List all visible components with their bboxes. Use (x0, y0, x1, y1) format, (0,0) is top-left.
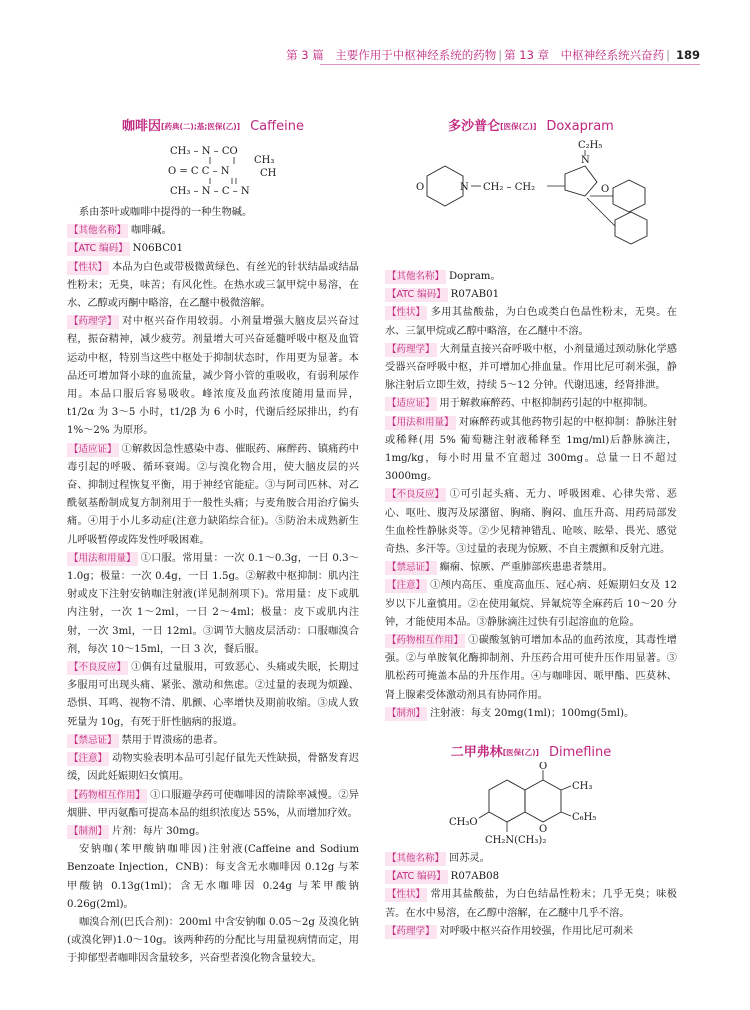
preparation-mixture: 咖溴合剂(巴氏合剂)：200ml 中含安钠咖 0.05～2g 及溴化钠(或溴化钾)1.0～10g。该两种药的分配比与用量视病情而定，用于抑郁型者咖啡因含量较多，兴奋型者溴化物含量较大。 (67, 916, 359, 965)
section-pharmacology: 【药理学】 对中枢兴奋作用较弱。小剂量增强大脑皮层兴奋过程，振奋精神，减少疲劳。剂量增大可兴奋延髓呼吸中枢及血管运动中枢，特别当这些中枢处于抑制状态时，作用更为显著。本品还可增加肾小球的血流量，减少肾小管的重吸收，有弱利尿作用。本品口服后容易吸收。峰浓度及血药浓度随用量而异，t1/2α 为 3～5 小时，t1/2β 为 6 小时，代谢后经尿排出，约有 1%～2% 为原形。 (67, 316, 359, 437)
section-adverse: 【不良反应】 ①偶有过量服用，可致恶心、头痛或失眠，长期过多服用可出现头痛、紧张、激动和焦虑。②过量的表现为烦躁、恐惧、耳鸣、视物不清、肌颤、心率增快及期前收缩。③成人致死量为 10g，有死于肝性脑病的报道。 (67, 662, 359, 728)
section-dosage: 【用法和用量】 ①口服。常用量：一次 0.1～0.3g，一日 0.3～1.0g；极量：一次 0.4g，一日 1.5g。②解救中枢抑制：肌内注射或皮下注射安钠咖注射液(详见制剂项下)。常用量：皮下或肌内注射，一次 1～2ml，一日 2～4ml；极量：皮下或肌内注射，一次 3ml，一日 12ml。③调节大脑皮层活动：口服咖溴合剂，每次 10～15ml，一日 3 次，餐后服。 (67, 552, 359, 655)
svg-text:O = C C – N: O = C C – N (168, 166, 230, 177)
section-other-name: 【其他名称】 Dopram。 (387, 271, 501, 282)
section-atc: 【ATC 编码】 R07AB08 (387, 871, 500, 883)
section-contraindications: 【禁忌证】 癫痫、惊厥、严重肺部疾患患者禁用。 (387, 562, 613, 574)
svg-text:C₂H₅: C₂H₅ (578, 140, 603, 151)
section-caution: 【注意】 ①颅内高压、重度高血压、冠心病、妊娠期妇女及 12 岁以下儿童慎用。②在使用氟烷、异氟烷等全麻药后 10～20 分钟，才能使用本品。③静脉滴注过快有引起溶血的危险。 (385, 580, 677, 628)
section-pharmacology: 【药理学】 大剂量直接兴奋呼吸中枢，小剂量通过颈动脉化学感受器兴奋呼吸中枢，并可增加心排血量。作用比尼可刹米强，静脉注射后立即生效，持续 5～12 分钟。代谢迅速，经肾排泄。 (385, 343, 677, 392)
section-pharmacology: 【药理学】 对呼吸中枢兴奋作用较强，作用比尼可刹米 (387, 925, 634, 937)
drug-title-doxapram: 多沙普仑[医保(乙)] Doxapram (448, 119, 614, 134)
running-header: 第 3 篇 主要作用于中枢神经系统的药物 | 第 13 章 中枢神经系统兴奋药 | 189 (286, 48, 700, 62)
svg-text:O: O (539, 762, 548, 772)
svg-text:CH₃O: CH₃O (449, 817, 478, 828)
svg-text:CH₃ – N – CO: CH₃ – N – CO (170, 146, 238, 157)
svg-text:CH₃: CH₃ (254, 155, 275, 166)
section-atc: 【ATC 编码】 N06BC01 (69, 243, 183, 255)
intro-text: 系由茶叶或咖啡中提得的一种生物碱。 (79, 207, 253, 218)
section-properties: 【性状】 常用其盐酸盐，为白色结晶性粉末；几乎无臭；味极苦。在水中易溶，在乙醇中溶解，在乙醚中几乎不溶。 (385, 889, 677, 919)
section-indications: 【适应证】 用于解救麻醉药、中枢抑制药引起的中枢抑制。 (387, 398, 654, 410)
section-adverse: 【不良反应】 ①可引起头痛、无力、呼吸困难、心律失常、恶心、呕吐、腹泻及尿潴留、胸痛、胸闷、血压升高、用药局部发生血栓性静脉炎等。②少见精神错乱、呛咳、眩晕、畏光、感觉奇热、多汗等。③过量的表现为惊厥、不自主震颤和反射亢进。 (385, 489, 677, 556)
section-other-name: 【其他名称】 咖啡碱。 (69, 225, 172, 237)
svg-text:O: O (539, 824, 548, 835)
caffeine-body (67, 204, 359, 969)
doxapram-structure (415, 138, 665, 260)
page-number: 189 (675, 48, 700, 62)
svg-text:CH₃ – N – C – N: CH₃ – N – C – N (170, 186, 250, 197)
dimefline-structure (447, 762, 627, 848)
doxapram-body (385, 268, 677, 723)
section-dosage: 【用法和用量】 对麻醉药或其他药物引起的中枢抑制：静脉注射或稀释(用 5% 葡萄糖注射液稀释至 1mg/ml)后静脉滴注，1mg/kg，每小时用量不宜超过 300mg。总量一日不超过 3000mg。 (385, 416, 677, 483)
svg-text:CH₂N(CH₃)₂: CH₂N(CH₃)₂ (485, 835, 547, 846)
section-contraindications: 【禁忌证】 禁用于胃溃疡的患者。 (69, 734, 224, 746)
drug-title-dimefline: 二甲弗林[医保(乙)] Dimefline (450, 745, 612, 760)
svg-text:CH: CH (260, 168, 277, 179)
header-part: 第 3 篇 主要作用于中枢神经系统的药物 (286, 48, 497, 62)
svg-text:N: N (581, 155, 590, 166)
preparation-injection: 安钠咖(苯甲酸钠咖啡因)注射液(Caffeine and Sodium Benzoate Injection，CNB)：每支含无水咖啡因 0.12g 与苯甲酸钠 0.13g(1ml)；含无水咖啡因 0.24g 与苯甲酸钠 0.26g(2ml)。 (67, 844, 359, 910)
header-rule (320, 64, 700, 65)
svg-text:CH₂ – CH₂: CH₂ – CH₂ (483, 182, 536, 193)
section-interactions: 【药物相互作用】 ①碳酸氢钠可增加本品的血药浓度，其毒性增强。②与单胺氧化酶抑制剂、升压药合用可使升压作用显著。③肌松药可掩盖本品的升压作用。④与咖啡因、哌甲酯、匹莫林、肾上腺素受体激动剂具有协同作用。 (385, 635, 677, 701)
svg-text:C₆H₅: C₆H₅ (572, 812, 597, 823)
section-indications: 【适应证】 ①解救因急性感染中毒、催眠药、麻醉药、镇痛药中毒引起的呼吸、循环衰竭。②与溴化物合用，使大脑皮层的兴奋、抑制过程恢复平衡，用于神经官能症。③与阿司匹林、对乙酰氨基酚制成复方制剂用于一般性头痛；与麦角胺合用治疗偏头痛。④用于小儿多动症(注意力缺陷综合征)。⑤防治未成熟新生儿呼吸暂停或阵发性呼吸困难。 (67, 443, 359, 546)
drug-title-caffeine: 咖啡因[药典(二);基;医保(乙)] Caffeine (122, 119, 304, 134)
svg-text:CH₃: CH₃ (572, 781, 593, 792)
section-properties: 【性状】 多用其盐酸盐，为白色或类白色晶性粉末，无臭。在水、三氯甲烷或乙醇中略溶，在乙醚中不溶。 (385, 307, 677, 337)
section-interactions: 【药物相互作用】 ①口服避孕药可使咖啡因的清除率减慢。②异烟肼、甲丙氨酯可提高本品的组织浓度达 55%，从而增加疗效。 (67, 789, 359, 819)
section-preparations: 【制剂】 注射液：每支 20mg(1ml)；100mg(5ml)。 (387, 707, 635, 719)
caffeine-structure (162, 142, 292, 200)
header-chapter: 第 13 章 中枢神经系统兴奋药 (504, 48, 665, 62)
section-preparations: 【制剂】 片剂：每片 30mg。 (69, 825, 206, 837)
svg-text:O: O (601, 184, 610, 195)
svg-text:O: O (416, 182, 425, 193)
section-atc: 【ATC 编码】 R07AB01 (387, 289, 500, 301)
section-properties: 【性状】 本品为白色或带极微黄绿色、有丝光的针状结晶或结晶性粉末；无臭，味苦；有风化性。在热水或三氯甲烷中易溶，在水、乙醇或丙酮中略溶，在乙醚中极微溶解。 (67, 261, 359, 310)
svg-text:N: N (460, 182, 469, 193)
section-other-name: 【其他名称】 回苏灵。 (387, 853, 490, 864)
section-caution: 【注意】 动物实验表明本品可引起仔鼠先天性缺损，骨骼发育迟缓，因此妊娠期妇女慎用。 (67, 753, 359, 783)
dimefline-body (385, 850, 677, 941)
